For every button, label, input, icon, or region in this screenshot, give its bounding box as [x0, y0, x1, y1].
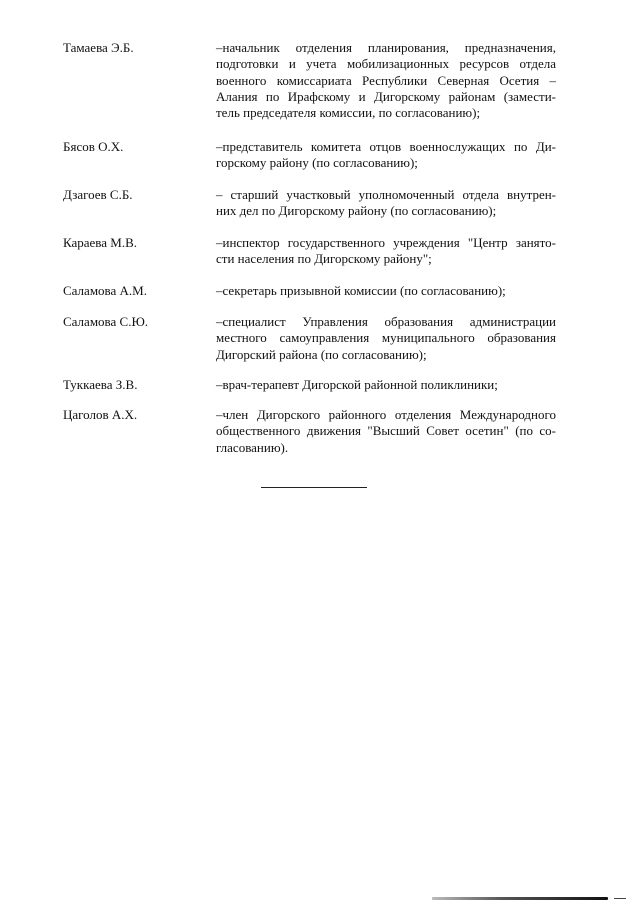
member-role: [216, 187, 556, 220]
role-line: –представитель комитета отцов военнослужащих по Ди-: [216, 139, 556, 154]
member-role: [216, 139, 556, 172]
role-line: – старший участковый уполномоченный отдела внутрен-: [216, 187, 556, 202]
role-line: –врач-терапевт Дигорской районной поликлиники;: [216, 377, 498, 392]
role-line: подготовки и учета мобилизационных ресурсов отдела: [216, 56, 556, 72]
member-role: [216, 314, 556, 363]
member-name: Цаголов А.Х.: [63, 407, 138, 422]
role-line: гласованию).: [216, 439, 289, 455]
role-line: общественного движения "Высший Совет осетин" (по со-: [216, 423, 556, 439]
scan-edge-mark: [432, 897, 608, 900]
role-line: горскому району (по согласованию);: [216, 155, 418, 171]
role-line: –секретарь призывной комиссии (по согласованию);: [216, 283, 506, 298]
scan-edge-mark: [614, 898, 626, 899]
role-line: тель председателя комиссии, по согласованию);: [216, 105, 481, 121]
role-line: –инспектор государственного учреждения "Центр занято-: [216, 235, 556, 250]
role-line: сти населения по Дигорскому району";: [216, 251, 432, 267]
member-role: [216, 407, 556, 456]
role-line: Дигорский района (по согласованию);: [216, 346, 427, 362]
member-name: Дзагоев С.Б.: [63, 187, 133, 202]
member-name: Караева М.В.: [63, 235, 138, 250]
role-line: –начальник отделения планирования, предназначения,: [216, 40, 556, 55]
member-name: Саламова С.Ю.: [63, 314, 149, 329]
role-line: Алания по Ирафскому и Дигорскому районам (замести-: [216, 88, 556, 104]
member-role: [216, 235, 556, 268]
member-name: Саламова А.М.: [63, 283, 147, 298]
role-line: военного комиссариата Республики Северная Осетия –: [216, 72, 556, 88]
role-line: –член Дигорского районного отделения Международного: [216, 407, 556, 422]
member-name: Тамаева Э.Б.: [63, 40, 134, 55]
member-name: Бясов О.Х.: [63, 139, 124, 154]
member-role: [216, 283, 556, 299]
role-line: –специалист Управления образования администрации: [216, 314, 556, 329]
member-role: [216, 40, 556, 121]
role-line: местного самоуправления муниципального образования: [216, 330, 556, 346]
role-line: них дел по Дигорскому району (по согласованию);: [216, 203, 497, 219]
member-name: Туккаева З.В.: [63, 377, 138, 392]
member-role: [216, 377, 556, 393]
closing-separator-line: [261, 487, 367, 488]
